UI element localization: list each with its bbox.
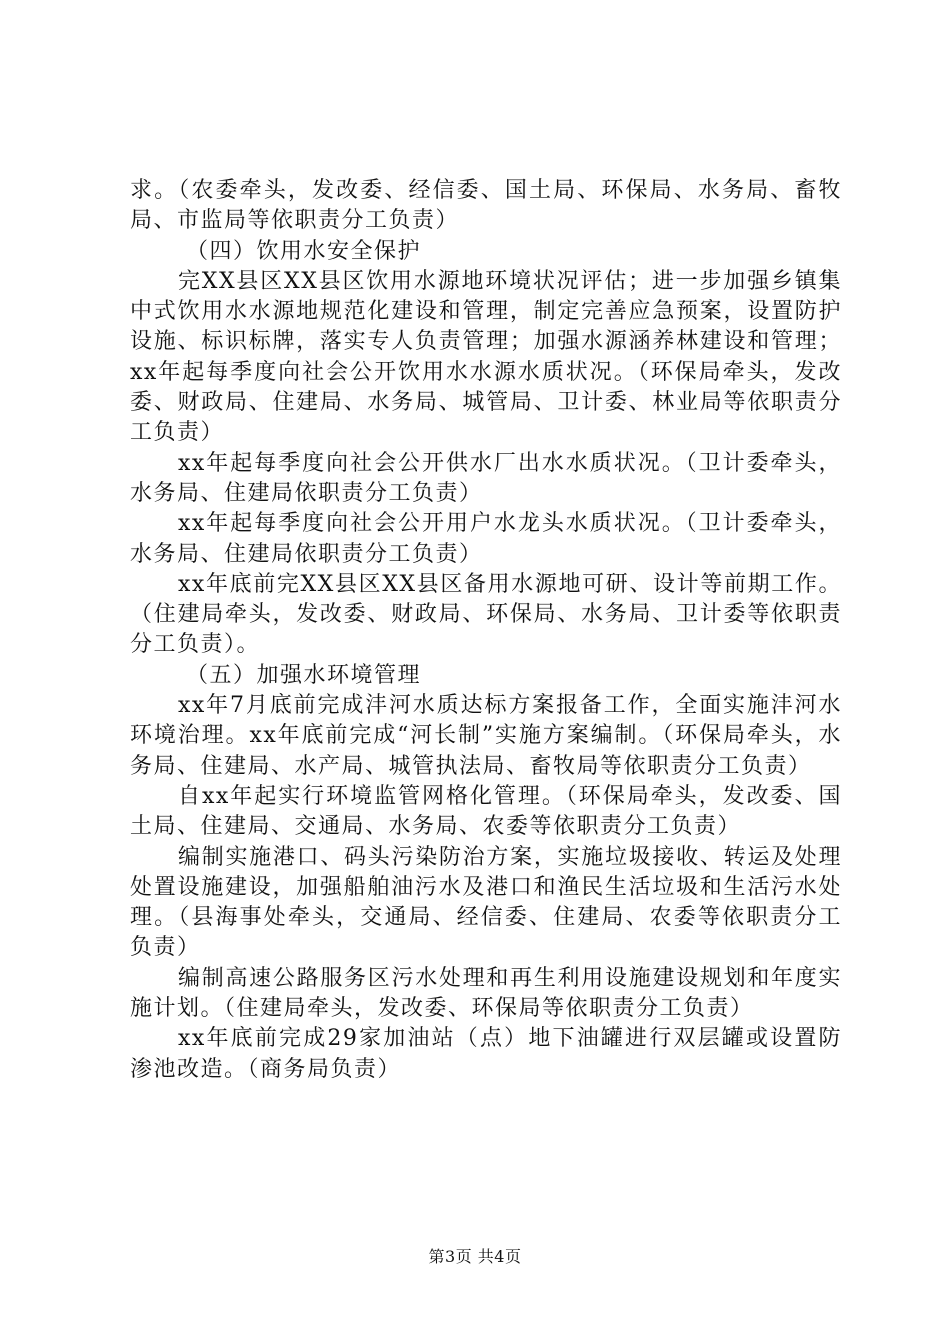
- paragraph: 编制高速公路服务区污水处理和再生利用设施建设规划和年度实施计划。（住建局牵头，发改委、环保局等依职责分工负责）: [130, 965, 842, 1022]
- paragraph: xx年7月底前完成沣河水质达标方案报备工作，全面实施沣河水环境治理。xx年底前完成“河长制”实施方案编制。（环保局牵头，水务局、住建局、水产局、城管执法局、畜牧局等依职责分工负责）: [130, 693, 842, 779]
- page-footer: 第3页 共4页: [428, 1247, 522, 1266]
- document-body: [130, 176, 842, 1085]
- section-heading-4: （四）饮用水安全保护: [186, 238, 422, 264]
- paragraph: 编制实施港口、码头污染防治方案，实施垃圾接收、转运及处理处置设施建设，加强船舶油污水及港口和渔民生活垃圾和生活污水处理。（县海事处牵头，交通局、经信委、住建局、农委等依职责分工负责）: [130, 844, 842, 961]
- paragraph: xx年底前完XX县区XX县区备用水源地可研、设计等前期工作。（住建局牵头，发改委、财政局、环保局、水务局、卫计委等依职责分工负责）。: [130, 571, 842, 658]
- paragraph-continuation: 求。（农委牵头，发改委、经信委、国土局、环保局、水务局、畜牧局、市监局等依职责分工负责）: [130, 178, 842, 234]
- paragraph: xx年起每季度向社会公开供水厂出水水质状况。（卫计委牵头，水务局、住建局依职责分工负责）: [130, 450, 842, 506]
- paragraph: 自xx年起实行环境监管网格化管理。（环保局牵头，发改委、国土局、住建局、交通局、水务局、农委等依职责分工负责）: [130, 783, 842, 840]
- section-heading-5: （五）加强水环境管理: [186, 662, 422, 688]
- paragraph: xx年底前完成29家加油站（点）地下油罐进行双层罐或设置防渗池改造。（商务局负责）: [130, 1026, 842, 1082]
- paragraph: xx年起每季度向社会公开用户水龙头水质状况。（卫计委牵头，水务局、住建局依职责分工负责）: [130, 511, 842, 567]
- paragraph: 完XX县区XX县区饮用水源地环境状况评估；进一步加强乡镇集中式饮用水水源地规范化建设和管理，制定完善应急预案，设置防护设施、标识标牌，落实专人负责管理；加强水源涵养林建设和管理；xx年起每季度向社会公开饮用水水源水质状况。（环保局牵头，发改委、财政局、住建局、水务局、城管局、卫计委、林业局等依职责分工负责）: [130, 268, 842, 446]
